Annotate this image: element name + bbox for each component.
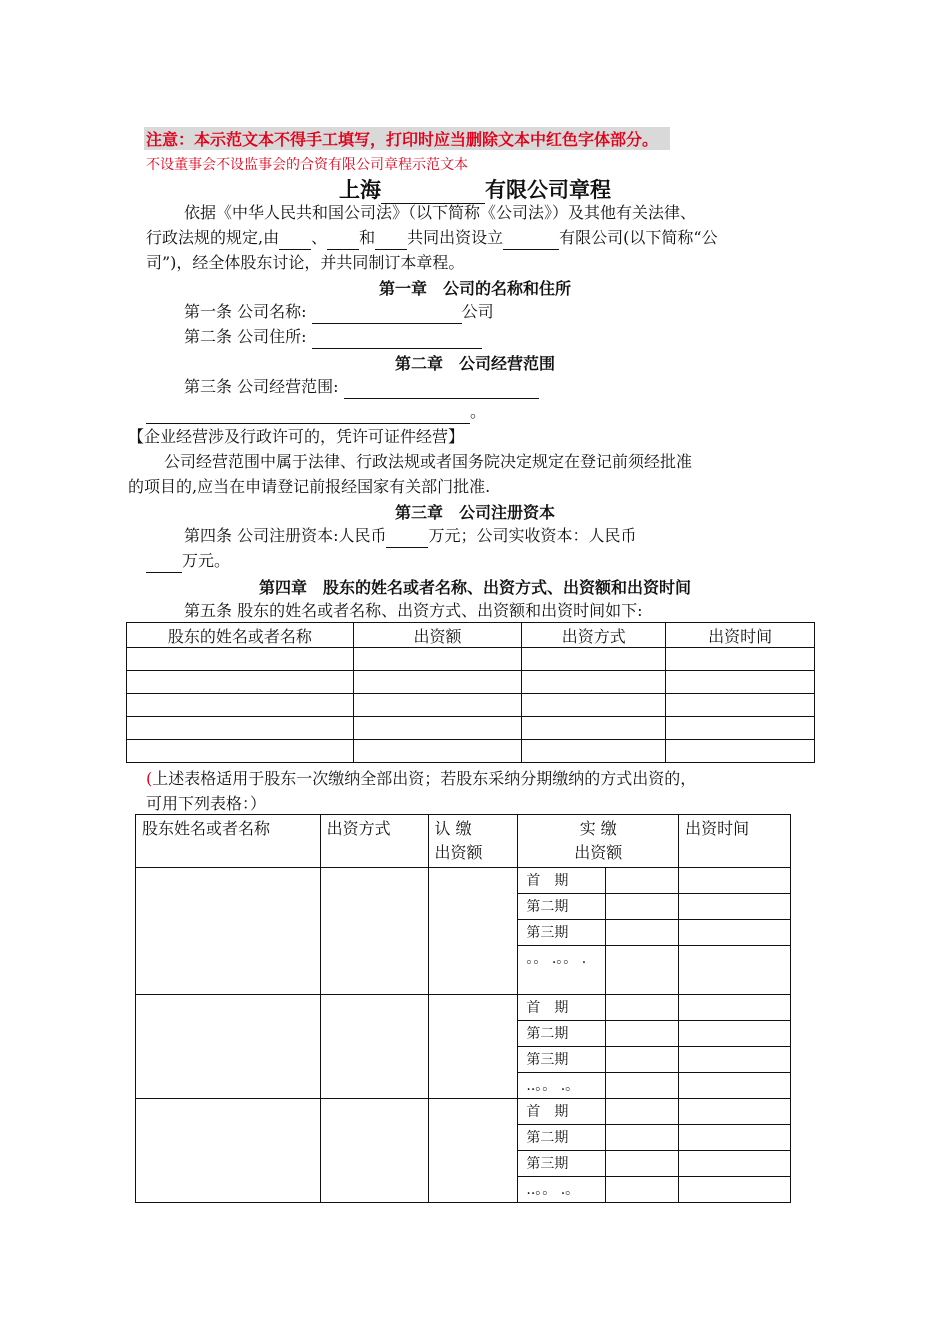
table-row bbox=[136, 868, 791, 894]
phase-label: 第三期 bbox=[518, 1151, 606, 1177]
header-method: 出资方式 bbox=[522, 623, 666, 648]
table-note-line-2: 可用下列表格：） bbox=[146, 794, 267, 813]
approval-line-2: 的项目的,应当在申请登记前报经国家有关部门批准. bbox=[128, 477, 491, 496]
table-row bbox=[127, 740, 815, 763]
paid-amount-cell[interactable] bbox=[606, 946, 679, 995]
table-header-row bbox=[127, 623, 815, 648]
paid-amount-cell[interactable] bbox=[606, 868, 679, 894]
shareholder-blank-3[interactable] bbox=[375, 231, 407, 250]
table-cell[interactable] bbox=[522, 740, 666, 763]
phase-label: 。。 .。。 . bbox=[518, 946, 606, 995]
table-row bbox=[127, 648, 815, 671]
paid-amount-cell[interactable] bbox=[606, 1099, 679, 1125]
phase-label: 第三期 bbox=[518, 1047, 606, 1073]
template-subtitle: 不设董事会不设监事会的合资有限公司章程示范文本 bbox=[146, 157, 468, 173]
subscribed-cell[interactable] bbox=[428, 1099, 518, 1203]
article-3-continued: 。 bbox=[146, 399, 486, 424]
table-cell[interactable] bbox=[127, 740, 354, 763]
subscribed-cell[interactable] bbox=[428, 868, 518, 995]
paid-amount-cell[interactable] bbox=[606, 1125, 679, 1151]
time-cell[interactable] bbox=[679, 946, 791, 995]
time-cell[interactable] bbox=[679, 1021, 791, 1047]
shareholder-cell[interactable] bbox=[136, 868, 321, 995]
time-cell[interactable] bbox=[679, 920, 791, 946]
paid-amount-cell[interactable] bbox=[606, 1073, 679, 1099]
shareholder-blank-2[interactable] bbox=[327, 231, 359, 250]
time-cell[interactable] bbox=[679, 1099, 791, 1125]
table-cell[interactable] bbox=[353, 671, 522, 694]
header2-time: 出资时间 bbox=[679, 815, 791, 868]
table-row bbox=[127, 694, 815, 717]
contribution-table-installment bbox=[135, 814, 791, 1203]
subscribed-cell[interactable] bbox=[428, 995, 518, 1099]
shareholder-blank-1[interactable] bbox=[279, 231, 311, 250]
header-time: 出资时间 bbox=[666, 623, 815, 648]
phase-label: 第二期 bbox=[518, 1125, 606, 1151]
table-row bbox=[127, 671, 815, 694]
business-scope-field-2[interactable] bbox=[146, 405, 470, 424]
phase-label: ..。。 .。 bbox=[518, 1177, 606, 1203]
article-1: 第一条 公司名称: 公司 bbox=[184, 299, 494, 324]
header-amount: 出资额 bbox=[353, 623, 522, 648]
method-cell[interactable] bbox=[320, 995, 428, 1099]
phase-label: 第三期 bbox=[518, 920, 606, 946]
chapter-4-title: 第四章 股东的姓名或者名称、出资方式、出资额和出资时间 bbox=[258, 578, 691, 597]
phase-label: 第二期 bbox=[518, 1021, 606, 1047]
table-cell[interactable] bbox=[522, 671, 666, 694]
table-cell[interactable] bbox=[666, 648, 815, 671]
company-blank[interactable] bbox=[503, 231, 559, 250]
shareholder-cell[interactable] bbox=[136, 1099, 321, 1203]
time-cell[interactable] bbox=[679, 1047, 791, 1073]
header-shareholder-name: 股东的姓名或者名称 bbox=[127, 623, 354, 648]
paid-amount-cell[interactable] bbox=[606, 1151, 679, 1177]
table2-header-row bbox=[136, 815, 791, 868]
time-cell[interactable] bbox=[679, 868, 791, 894]
business-scope-field-1[interactable] bbox=[344, 380, 539, 399]
time-cell[interactable] bbox=[679, 995, 791, 1021]
header2-method: 出资方式 bbox=[320, 815, 428, 868]
time-cell[interactable] bbox=[679, 894, 791, 920]
table-row bbox=[136, 995, 791, 1021]
table-cell[interactable] bbox=[353, 648, 522, 671]
table-cell[interactable] bbox=[666, 717, 815, 740]
method-cell[interactable] bbox=[320, 1099, 428, 1203]
table-cell[interactable] bbox=[127, 717, 354, 740]
intro-line-3: 司”)，经全体股东讨论，并共同制订本章程。 bbox=[146, 253, 465, 272]
table-cell[interactable] bbox=[127, 671, 354, 694]
table-row bbox=[136, 1099, 791, 1125]
table-cell[interactable] bbox=[522, 648, 666, 671]
table-cell[interactable] bbox=[353, 694, 522, 717]
time-cell[interactable] bbox=[679, 1151, 791, 1177]
table-cell[interactable] bbox=[353, 740, 522, 763]
paid-amount-cell[interactable] bbox=[606, 920, 679, 946]
phase-label: 首 期 bbox=[518, 1099, 606, 1125]
paid-in-capital-field[interactable] bbox=[146, 554, 182, 573]
red-notice: 注意：本示范文本不得手工填写，打印时应当删除文本中红色字体部分。 bbox=[144, 127, 670, 150]
header2-subscribed: 认 缴 出资额 bbox=[428, 815, 518, 868]
contribution-table-single bbox=[126, 622, 815, 763]
paid-amount-cell[interactable] bbox=[606, 1047, 679, 1073]
table-cell[interactable] bbox=[522, 717, 666, 740]
header2-paid: 实 缴 出资额 bbox=[518, 815, 679, 868]
permit-note: 【企业经营涉及行政许可的，凭许可证件经营】 bbox=[128, 427, 465, 446]
phase-label: 首 期 bbox=[518, 868, 606, 894]
article-4: 第四条 公司注册资本:人民币 万元；公司实收资本：人民币 bbox=[184, 523, 637, 548]
table-cell[interactable] bbox=[127, 648, 354, 671]
table-cell[interactable] bbox=[353, 717, 522, 740]
time-cell[interactable] bbox=[679, 1125, 791, 1151]
table-cell[interactable] bbox=[666, 671, 815, 694]
shareholder-cell[interactable] bbox=[136, 995, 321, 1099]
company-address-field[interactable] bbox=[312, 330, 482, 349]
approval-line-1: 公司经营范围中属于法律、行政法规或者国务院决定规定在登记前须经批准 bbox=[164, 452, 693, 471]
chapter-3-title: 第三章 公司注册资本 bbox=[394, 503, 555, 522]
time-cell[interactable] bbox=[679, 1177, 791, 1203]
table-note-line-1: (上述表格适用于股东一次缴纳全部出资；若股东采纳分期缴纳的方式出资的， bbox=[146, 769, 697, 788]
paid-amount-cell[interactable] bbox=[606, 995, 679, 1021]
intro-line-1: 依据《中华人民共和国公司法》（以下简称《公司法》）及其他有关法律、 bbox=[184, 203, 697, 222]
table-cell[interactable] bbox=[127, 694, 354, 717]
header2-shareholder-name: 股东姓名或者名称 bbox=[136, 815, 321, 868]
registered-capital-field[interactable] bbox=[386, 529, 428, 548]
article-3: 第三条 公司经营范围: bbox=[184, 374, 539, 399]
article-5: 第五条 股东的姓名或者名称、出资方式、出资额和出资时间如下: bbox=[184, 601, 643, 620]
method-cell[interactable] bbox=[320, 868, 428, 995]
paid-amount-cell[interactable] bbox=[606, 1021, 679, 1047]
phase-label: 首 期 bbox=[518, 995, 606, 1021]
time-cell[interactable] bbox=[679, 1073, 791, 1099]
table-cell[interactable] bbox=[522, 694, 666, 717]
intro-line-2: 行政法规的规定,由 、 和 共同出资设立 有限公司(以下简称“公 bbox=[146, 225, 718, 250]
article-4-continued: 万元。 bbox=[146, 548, 230, 573]
document-title: 上海 有限公司章程 bbox=[339, 177, 611, 202]
company-name-field[interactable] bbox=[312, 305, 462, 324]
chapter-1-title: 第一章 公司的名称和住所 bbox=[378, 279, 571, 298]
table-row bbox=[127, 717, 815, 740]
chapter-2-title: 第二章 公司经营范围 bbox=[394, 354, 555, 373]
paid-amount-cell[interactable] bbox=[606, 1177, 679, 1203]
table-cell[interactable] bbox=[666, 694, 815, 717]
phase-label: 第二期 bbox=[518, 894, 606, 920]
phase-label: ..。。 .。 bbox=[518, 1073, 606, 1099]
paid-amount-cell[interactable] bbox=[606, 894, 679, 920]
table-cell[interactable] bbox=[666, 740, 815, 763]
article-2: 第二条 公司住所: bbox=[184, 324, 482, 349]
